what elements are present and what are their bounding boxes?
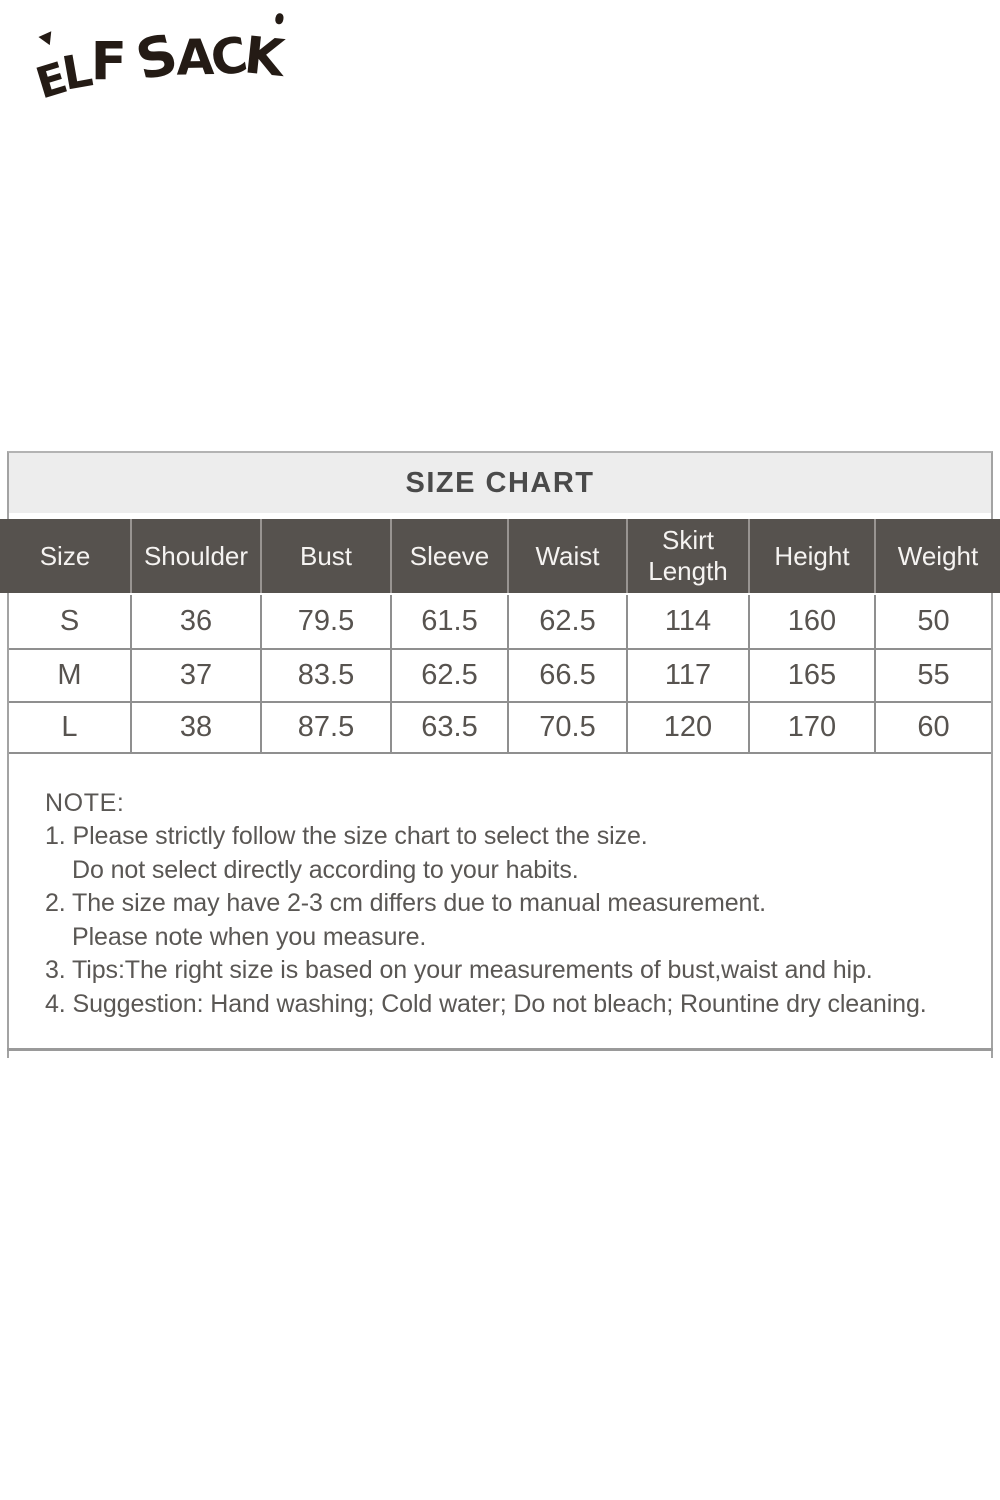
note-line: 1. Please strictly follow the size chart to select the size. [45,822,648,850]
logo-letter: S [129,21,182,94]
note-line: Please note when you measure. [72,922,427,951]
col-header-sleeve: Sleeve [390,519,507,593]
logo-letter: A [175,29,213,87]
cell-value: 114 [626,595,748,648]
cell-size: S [9,595,130,648]
size-table-body [9,595,991,754]
cell-value: 50 [874,595,991,648]
logo-letter: E [30,53,72,110]
cell-value: 37 [130,648,260,701]
col-header-size: Size [0,519,130,593]
cell-value: 120 [626,701,748,754]
table-row-l [9,701,991,754]
cell-value: 165 [748,648,874,701]
cell-value: 62.5 [507,595,626,648]
cell-value: 61.5 [390,595,507,648]
col-header-skirt-length: Skirt Length [626,519,748,593]
cell-value: 38 [130,701,260,754]
logo-accent-icon [38,31,56,48]
cell-value: 83.5 [260,648,390,701]
logo-letter: C [206,26,251,89]
brand-logo [30,21,286,110]
note-line: 2. The size may have 2-3 cm differs due to manual measurement. [45,889,767,917]
cell-value: 36 [130,595,260,648]
notes-section [45,786,975,1021]
table-row-s [9,595,991,648]
col-header-weight: Weight [874,519,1000,593]
col-header-height: Height [748,519,874,593]
cell-value: 62.5 [390,648,507,701]
logo-letter: K [241,26,286,89]
col-header-shoulder: Shoulder [130,519,260,593]
cell-size: M [9,648,130,701]
logo-letter: F [90,31,125,93]
col-header-bust: Bust [260,519,390,593]
cell-value: 79.5 [260,595,390,648]
cell-value: 170 [748,701,874,754]
cell-value: 66.5 [507,648,626,701]
note-line: 3. Tips:The right size is based on your measurements of bust,waist and hip. [45,956,873,984]
cell-value: 70.5 [507,701,626,754]
note-line: 4. Suggestion: Hand washing; Cold water; Do not bleach; Rountine dry cleaning. [45,989,927,1018]
col-header-waist: Waist [507,519,626,593]
size-table-header [0,519,1000,593]
cell-value: 117 [626,648,748,701]
cell-size: L [9,701,130,754]
logo-dot-icon [274,13,284,25]
cell-value: 60 [874,701,991,754]
size-chart-title: SIZE CHART [9,453,991,513]
note-line: Do not select directly according to your habits. [72,855,579,884]
logo-letter: L [58,42,95,101]
cell-value: 55 [874,648,991,701]
table-row-m [9,648,991,701]
cell-value: 63.5 [390,701,507,754]
panel-bottom-rule [7,1048,993,1051]
cell-value: 87.5 [260,701,390,754]
cell-value: 160 [748,595,874,648]
notes-heading: NOTE: [45,789,125,817]
